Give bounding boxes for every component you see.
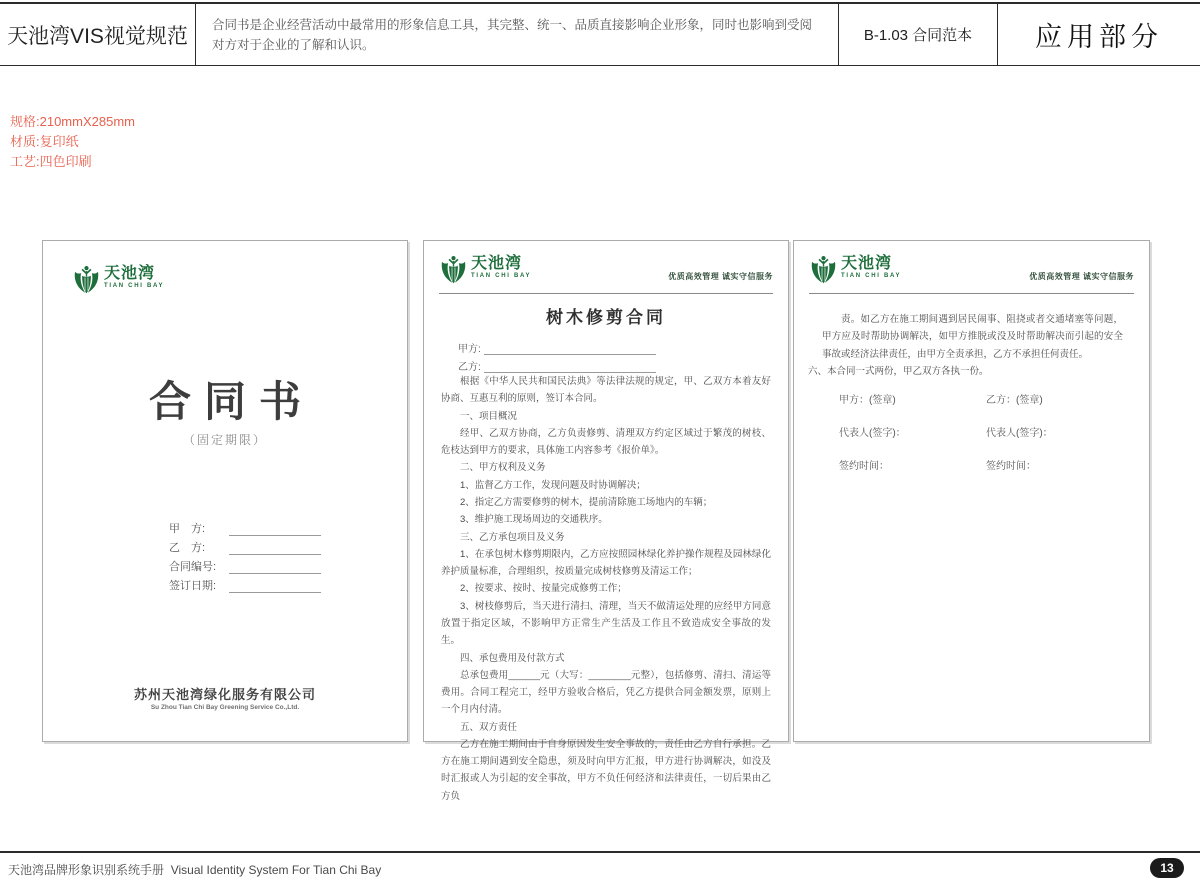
brand-name-en: TIAN CHI BAY xyxy=(104,283,165,289)
signature-date-a: 签约时间： xyxy=(839,461,889,472)
brand-slogan: 优质高效管理 诚实守信服务 xyxy=(1029,272,1134,281)
company-name-cn: 苏州天池湾绿化服务有限公司 xyxy=(133,687,316,702)
field-label: 乙方: xyxy=(458,362,481,373)
party-fields xyxy=(458,337,656,373)
cover-title: 合同书 xyxy=(148,380,314,426)
contract-title: 树木修剪合同 xyxy=(546,308,666,327)
spec-material: 材质:复印纸 xyxy=(10,134,79,149)
brand-logo xyxy=(440,255,531,286)
blank-line xyxy=(484,361,656,373)
paragraph: 3、树枝修剪后，当天进行清扫、清理，当天不做清运处理的应经甲方同意放置于指定区域，不影响甲方正常生产生活及工作且不致造成安全事故的发生。 xyxy=(441,600,771,647)
paragraph: 二、甲方权利及义务 xyxy=(460,462,546,474)
brand-logo-icon xyxy=(73,265,100,296)
paragraph: 六、本合同一式两份，甲乙双方各执一份。 xyxy=(808,365,989,377)
field-label: 甲 方: xyxy=(169,523,206,535)
blank-line xyxy=(229,580,321,593)
signature-party-b: 乙方：(签章) xyxy=(986,395,1043,406)
blank-line xyxy=(229,561,321,574)
field-party-a xyxy=(169,517,321,536)
field-sign-date xyxy=(169,574,321,593)
signature-rep-b: 代表人(签字)： xyxy=(986,428,1053,439)
manual-title: 天池湾VIS视觉规范 xyxy=(0,4,196,65)
company-name-block xyxy=(43,684,407,711)
brand-name-cn: 天池湾 xyxy=(841,255,893,272)
paragraph: 1、监督乙方工作，发现问题及时协调解决； xyxy=(460,479,646,491)
print-specs xyxy=(10,112,135,172)
contract-body-text xyxy=(441,373,771,805)
paragraph: 2、指定乙方需要修剪的树木，提前清除施工场地内的车辆； xyxy=(460,496,713,508)
paragraph: 乙方在施工期间由于自身原因发生安全事故的，责任由乙方自行承担。乙方在施工期间遇到安全隐患，须及时向甲方汇报，甲方进行协调解决，如没及时汇报或人为引起的安全事故，甲方不负任何经济和法律责任，一切后果由乙方负 xyxy=(441,738,771,802)
company-name-en: Su Zhou Tian Chi Bay Greening Service Co.,Ltd. xyxy=(150,704,300,711)
blank-line xyxy=(229,523,321,536)
field-party-a xyxy=(458,337,656,355)
cover-fields xyxy=(169,517,321,593)
paragraph: 三、乙方承包项目及义务 xyxy=(460,531,565,543)
brand-name-cn: 天池湾 xyxy=(471,255,523,272)
contract-page-2 xyxy=(793,240,1150,742)
section-title: 应用部分 xyxy=(1035,22,1163,52)
item-code: B-1.03 合同范本 xyxy=(839,4,998,65)
brand-logo-icon xyxy=(440,255,467,286)
brand-name-cn: 天池湾 xyxy=(104,265,156,282)
field-contract-no xyxy=(169,555,321,574)
footer-text-cn: 天池湾品牌形象识别系统手册 xyxy=(8,863,165,877)
signature-rep-a: 代表人(签字)： xyxy=(839,428,906,439)
contract-page-1 xyxy=(423,240,789,802)
paragraph: 经甲、乙双方协商，乙方负责修剪、清理双方约定区域过于繁茂的树枝、危枝达到甲方的要求，具体施工内容参考《报价单》。 xyxy=(441,427,771,457)
brand-slogan: 优质高效管理 诚实守信服务 xyxy=(668,272,773,281)
brand-name-en: TIAN CHI BAY xyxy=(841,273,902,279)
field-party-b xyxy=(169,536,321,555)
field-party-b xyxy=(458,355,656,373)
contract-body-text xyxy=(808,311,1123,380)
footer-text xyxy=(8,861,381,878)
paragraph: 根据《中华人民共和国民法典》等法律法规的规定，甲、乙双方本着友好协商、互惠互利的原则，签订本合同。 xyxy=(441,376,771,405)
paragraph: 3、维护施工现场周边的交通秩序。 xyxy=(460,514,608,526)
brand-name-en: TIAN CHI BAY xyxy=(471,273,532,279)
paragraph: 1、在承包树木修剪期限内，乙方应按照园林绿化养护操作规程及园林绿化养护质量标准，合理组织，按质量完成树枝修剪及清运工作； xyxy=(441,548,771,578)
paragraph: 四、承包费用及付款方式 xyxy=(460,652,565,664)
paragraph: 五、双方责任 xyxy=(460,721,518,733)
blank-line xyxy=(229,542,321,555)
field-label: 甲方: xyxy=(458,344,481,355)
item-description: 合同书是企业经营活动中最常用的形象信息工具，其完整、统一、品质直接影响企业形象，同时也影响到受阅对方对于企业的了解和认识。 xyxy=(196,4,839,65)
header-rule xyxy=(809,293,1134,294)
field-label: 签订日期: xyxy=(169,580,217,592)
contract-cover-page xyxy=(42,240,408,742)
footer-text-en: Visual Identity System For Tian Chi Bay xyxy=(170,863,382,877)
page-number-badge xyxy=(1150,858,1184,878)
paragraph: 一、项目概况 xyxy=(460,410,518,422)
brand-logo xyxy=(73,265,164,296)
signature-party-a: 甲方：(签章) xyxy=(839,395,896,406)
header-rule xyxy=(439,293,773,294)
paragraph: 责。如乙方在施工期间遇到居民闹事、阻挠或者交通堵塞等问题，甲方应及时帮助协调解决，如甲方推脱或没及时帮助解决而引起的安全事故或经济法律责任，由甲方全责承担，乙方不承担任何责任。 xyxy=(822,314,1123,360)
spec-process: 工艺:四色印刷 xyxy=(10,154,92,169)
field-label: 乙 方: xyxy=(169,542,206,554)
paragraph: 总承包费用______元（大写：________元整），包括修剪、清扫、清运等费用。合同工程完工，经甲方验收合格后，凭乙方提供合同金额发票，原则上一个月内付清。 xyxy=(441,669,771,716)
brand-logo xyxy=(810,255,901,286)
page-header xyxy=(0,2,1200,66)
brand-logo-icon xyxy=(810,255,837,286)
cover-subtitle: （固定期限） xyxy=(182,433,267,447)
field-label: 合同编号: xyxy=(169,561,217,573)
signature-block xyxy=(839,391,1053,472)
signature-date-b: 签约时间： xyxy=(986,461,1036,472)
blank-line xyxy=(484,343,656,355)
page-number: 13 xyxy=(1160,861,1174,875)
footer-divider xyxy=(0,851,1200,853)
spec-size: 规格:210mmX285mm xyxy=(10,114,135,129)
paragraph: 2、按要求、按时、按量完成修剪工作； xyxy=(460,583,627,595)
